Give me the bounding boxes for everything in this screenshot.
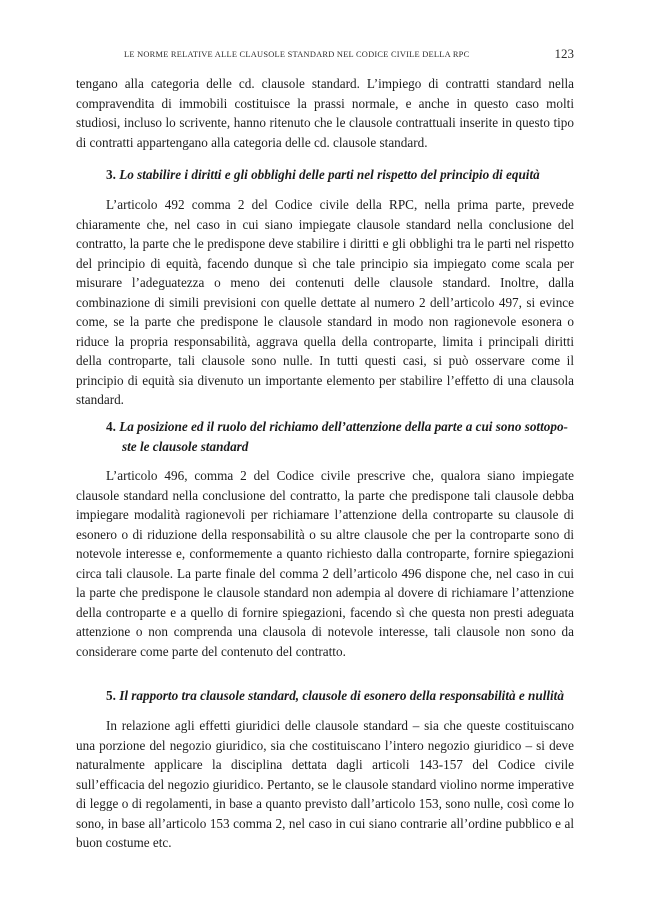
running-title: LE NORME RELATIVE ALLE CLAUSOLE STANDARD NEL CODICE CIVILE DELLA RPC xyxy=(124,50,470,59)
section-4-title-line1: La posizione ed il ruolo del richiamo dell’attenzione della parte a cui sono sottopo- xyxy=(119,419,568,434)
section-5-number: 5. xyxy=(106,688,116,703)
section-4-title-line2: ste le clausole standard xyxy=(122,438,249,454)
section-4-body: L’articolo 496, comma 2 del Codice civile prescrive che, qualora siano impiegate clausole standard nella conclusione del contratto, la parte che predispone tali clausole debba impiegare modalità ragionevoli per richiamare l’attenzione della controparte su clausole di esonero o di riduzione della responsabilità o su altre clausole che per la controparte sono di notevole interesse e, conformemente a quanto richiesto dalla controparte, fornire spiegazioni circa tali clausole. La parte finale del comma 2 dell’articolo 496 dispone che, nel caso in cui la parte che predispone le clausole standard non adempia al dovere di richiamare l’attenzione della controparte e a quello di fornire spiegazioni, facendo sì che questa non presti adeguata attenzione o non comprenda una clausola di notevole interesse, tali clausole non sono da considerare come parte del contenuto del contratto. xyxy=(76,468,574,659)
page-number: 123 xyxy=(554,46,574,61)
section-3-body: L’articolo 492 comma 2 del Codice civile della RPC, nella prima parte, prevede chiaramente che, nel caso in cui siano impiegate clausole standard nella conclusione del contratto, la parte che le predispone deve stabilire i diritti e gli obblighi tra le parti nel rispetto del principio di equità, facendo dunque sì che tale principio sia impiegato come scala per misurare l’adeguatezza o meno dei contenuti delle clausole standard. Inoltre, dalla combinazione di simili previsioni con quelle dettate al numero 2 dell’articolo 497, si evince come, se la parte che predispone le clausole standard in modo non ragionevole esonera o riduce la propria responsabilità, aggrava quella della controparte, limita i principali diritti della controparte, tali clausole sono nulle. In tutti questi casi, si può osservare come il principio di equità sia divenuto un importante elemento per stabilire l’effetto di una clausola standard. xyxy=(76,197,574,408)
section-5-body: In relazione agli effetti giuridici delle clausole standard – sia che queste costituiscano una porzione del negozio giuridico, sia che costituiscano l’intero negozio giuridico – si deve naturalmente applicare la disciplina dettata dagli articoli 143-157 del Codice civile sull’efficacia del negozio giuridico. Pertanto, se le clausole standard violino norme imperative di legge o di regolamenti, in base a quanto previsto dall’articolo 153, sono nulle, così come lo sono, in base all’articolo 153 comma 2, nel caso in cui siano contrarie all’ordine pubblico e al buon costume etc. xyxy=(76,718,574,851)
section-5-title: Il rapporto tra clausole standard, clausole di esonero della responsabilità e nullità xyxy=(119,688,564,703)
section-4-heading xyxy=(76,417,574,456)
section-4-number: 4. xyxy=(106,419,116,434)
section-3-number: 3. xyxy=(106,167,116,182)
section-3-title: Lo stabilire i diritti e gli obblighi delle parti nel rispetto del principio di equità xyxy=(119,167,540,182)
paragraph-intro: tengano alla categoria delle cd. clausole standard. L’impiego di contratti standard nella compravendita di immobili costituisce la prassi normale, e anche in questo caso molti studiosi, incluso lo scrivente, hanno ritenuto che le clausole contrattuali inserite in questo tipo di contratti appartengano alla categoria delle cd. clausole standard. xyxy=(76,76,574,150)
section-3-heading xyxy=(76,165,574,185)
running-header xyxy=(76,46,574,62)
section-5-heading xyxy=(76,686,574,706)
